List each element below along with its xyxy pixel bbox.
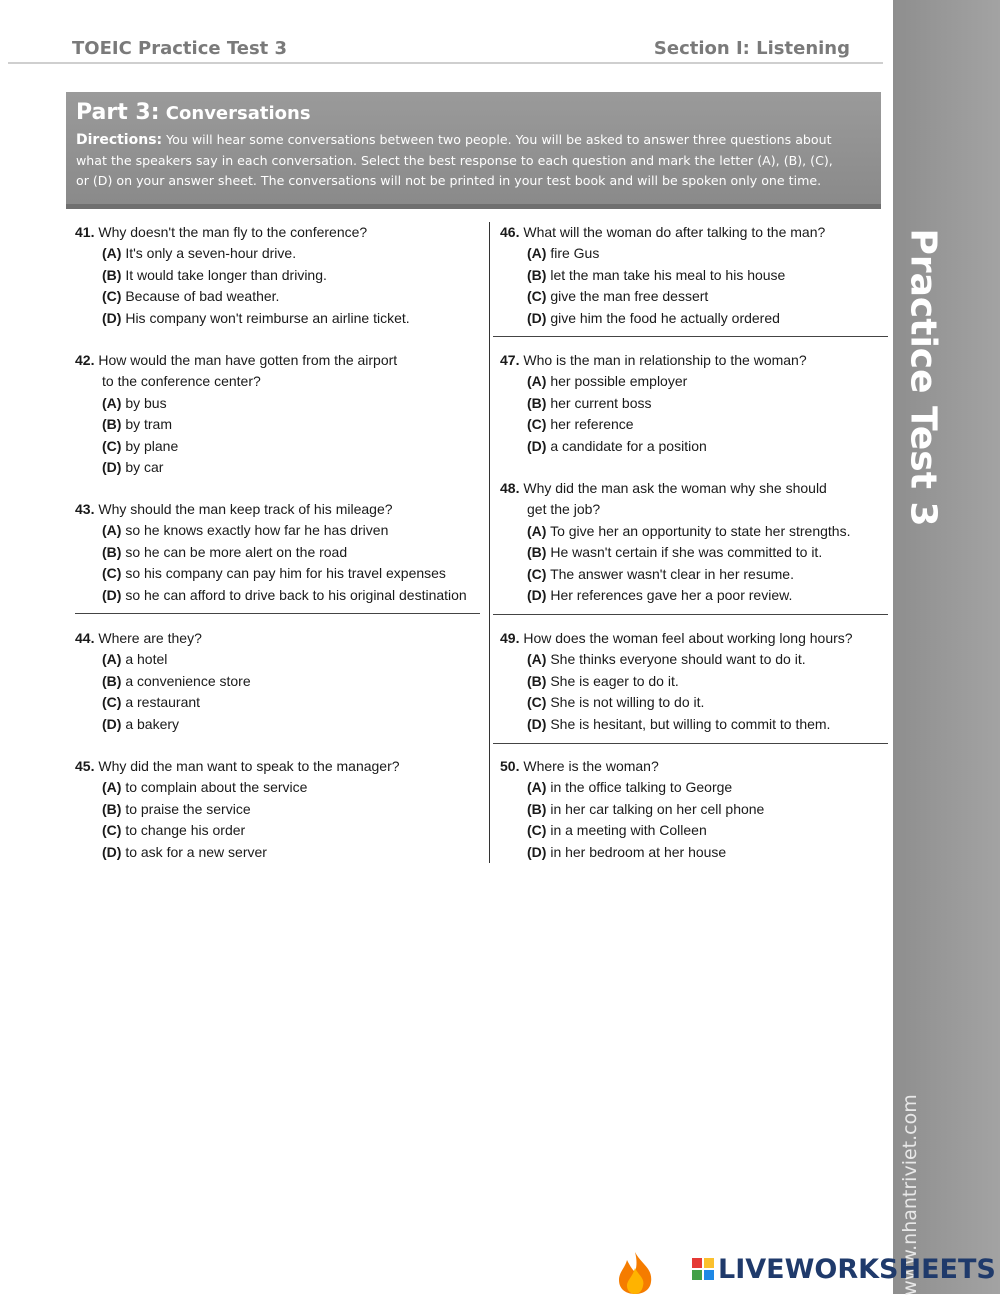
option-text: in her car talking on her cell phone — [550, 800, 765, 817]
test-title: TOEIC Practice Test 3 — [72, 37, 288, 59]
option-letter: (C) — [527, 822, 547, 839]
option-letter: (B) — [102, 543, 122, 560]
option-text: She is not willing to do it. — [550, 694, 705, 711]
option-text: fire Gus — [550, 245, 600, 262]
option-text: her current boss — [550, 394, 652, 411]
option-letter: (D) — [527, 715, 547, 732]
question-item — [500, 756, 890, 863]
option-text: to change his order — [125, 822, 246, 839]
question-item — [75, 222, 485, 329]
option-letter: (C) — [102, 694, 122, 711]
option-text: She thinks everyone should want to do it. — [550, 651, 806, 668]
option-text: Her references gave her a poor review. — [550, 586, 793, 603]
question-item — [75, 628, 485, 735]
answer-option[interactable] — [75, 243, 485, 264]
option-letter: (D) — [102, 715, 122, 732]
option-text: The answer wasn't clear in her resume. — [550, 565, 794, 582]
option-text: let the man take his meal to his house — [550, 266, 786, 283]
directions-label: Directions: — [76, 132, 163, 148]
option-letter: (A) — [102, 779, 122, 796]
option-text: a hotel — [125, 651, 168, 668]
option-letter: (C) — [527, 565, 547, 582]
option-text: a convenience store — [125, 672, 251, 689]
logo-square — [692, 1258, 702, 1268]
answer-option[interactable] — [500, 799, 890, 820]
question-number: 43. — [75, 501, 95, 517]
question-stem: Where is the woman? — [523, 758, 659, 774]
question-number: 44. — [75, 630, 95, 646]
option-letter: (B) — [102, 416, 122, 433]
option-letter: (D) — [527, 843, 547, 860]
answer-option[interactable] — [500, 265, 890, 286]
answer-option[interactable] — [500, 414, 890, 435]
question-item — [75, 756, 485, 863]
answer-option[interactable] — [500, 692, 890, 713]
answer-option[interactable] — [75, 842, 485, 863]
option-letter: (D) — [527, 586, 547, 603]
option-text: to praise the service — [125, 800, 251, 817]
answer-option[interactable] — [75, 671, 485, 692]
option-letter: (B) — [527, 672, 547, 689]
answer-option[interactable] — [75, 799, 485, 820]
option-text: her reference — [550, 416, 634, 433]
answer-option[interactable] — [500, 436, 890, 457]
question-item — [500, 628, 890, 735]
question-text — [500, 478, 890, 499]
side-tab-title: Practice Test 3 — [902, 227, 944, 527]
option-text: her possible employer — [550, 373, 688, 390]
option-letter: (A) — [527, 651, 547, 668]
answer-option[interactable] — [500, 820, 890, 841]
option-letter: (D) — [102, 458, 122, 475]
option-letter: (D) — [527, 437, 547, 454]
answer-option[interactable] — [75, 308, 485, 329]
answer-option[interactable] — [500, 542, 890, 563]
question-text — [75, 499, 485, 520]
answer-option[interactable] — [75, 820, 485, 841]
option-letter: (B) — [527, 394, 547, 411]
question-stem: Who is the man in relationship to the woman? — [523, 352, 807, 368]
answer-option[interactable] — [500, 243, 890, 264]
option-letter: (C) — [527, 288, 547, 305]
question-number: 49. — [500, 630, 520, 646]
option-letter: (B) — [102, 266, 122, 283]
answer-option[interactable] — [75, 542, 485, 563]
option-text: His company won't reimburse an airline ticket. — [125, 309, 410, 326]
question-text — [500, 350, 890, 371]
answer-option[interactable] — [75, 563, 485, 584]
option-text: To give her an opportunity to state her strengths. — [550, 522, 851, 539]
part-heading — [76, 100, 869, 130]
section-divider — [493, 743, 888, 744]
header-divider — [8, 62, 883, 64]
logo-square — [692, 1270, 702, 1280]
option-letter: (A) — [527, 245, 547, 262]
option-letter: (B) — [527, 800, 547, 817]
answer-option[interactable] — [75, 393, 485, 414]
section-divider — [493, 614, 888, 615]
answer-option[interactable] — [500, 564, 890, 585]
option-letter: (C) — [102, 437, 122, 454]
answer-option[interactable] — [500, 649, 890, 670]
option-letter: (C) — [102, 822, 122, 839]
question-number: 42. — [75, 352, 95, 368]
option-letter: (D) — [102, 586, 122, 603]
option-text: He wasn't certain if she was committed to it. — [550, 544, 823, 561]
option-letter: (B) — [102, 672, 122, 689]
logo-square — [704, 1270, 714, 1280]
answer-option[interactable] — [75, 692, 485, 713]
option-letter: (C) — [102, 288, 122, 305]
option-text: a bakery — [125, 715, 180, 732]
option-letter: (A) — [527, 779, 547, 796]
option-text: so he can afford to drive back to his original destination — [125, 586, 467, 603]
part-title: Conversations — [165, 103, 311, 124]
option-text: It's only a seven-hour drive. — [125, 245, 297, 262]
question-stem: get the job? — [527, 501, 601, 518]
question-text — [75, 222, 485, 243]
logo-mark-icon — [692, 1258, 714, 1280]
answer-option[interactable] — [500, 371, 890, 392]
option-letter: (D) — [527, 309, 547, 326]
answer-option[interactable] — [75, 777, 485, 798]
directions-banner — [66, 92, 881, 209]
question-item — [500, 350, 890, 457]
answer-option[interactable] — [500, 842, 890, 863]
logo-text: LIVEWORKSHEETS — [718, 1253, 996, 1285]
question-stem: Why did the man ask the woman why she should — [523, 480, 827, 496]
question-item — [75, 350, 485, 478]
column-divider — [489, 222, 490, 863]
option-letter: (A) — [102, 651, 122, 668]
option-text: to ask for a new server — [125, 843, 267, 860]
directions-text — [76, 130, 869, 192]
option-text: in her bedroom at her house — [550, 843, 727, 860]
option-text: to complain about the service — [125, 779, 308, 796]
option-letter: (C) — [527, 416, 547, 433]
answer-option[interactable] — [75, 457, 485, 478]
question-text — [500, 756, 890, 777]
option-text: a restaurant — [125, 694, 201, 711]
question-text — [75, 350, 485, 371]
answer-option[interactable] — [75, 436, 485, 457]
answer-option[interactable] — [500, 585, 890, 606]
option-text: by tram — [125, 416, 173, 433]
question-text — [75, 756, 485, 777]
answer-option[interactable] — [500, 286, 890, 307]
logo-square — [704, 1258, 714, 1268]
question-item — [75, 499, 485, 606]
liveworksheets-logo — [692, 1253, 996, 1285]
question-number: 46. — [500, 224, 520, 240]
question-number: 45. — [75, 758, 95, 774]
option-letter: (C) — [102, 565, 122, 582]
part-number: Part 3: — [76, 100, 160, 125]
option-text: It would take longer than driving. — [125, 266, 327, 283]
option-letter: (A) — [527, 522, 547, 539]
question-stem: What will the woman do after talking to the man? — [523, 224, 826, 240]
question-number: 48. — [500, 480, 520, 496]
answer-option[interactable] — [500, 777, 890, 798]
option-text: in a meeting with Colleen — [550, 822, 707, 839]
option-text: so he can be more alert on the road — [125, 543, 348, 560]
option-letter: (D) — [102, 309, 122, 326]
directions-line: or (D) on your answer sheet. The conversations will not be printed in your test book and will be spoken only one time. — [76, 173, 822, 188]
side-tab-url: www.nhantriviet.com — [899, 1094, 922, 1296]
directions-line: what the speakers say in each conversation. Select the best response to each question and mark the letter (A), (B), (C), — [76, 152, 833, 168]
question-stem: to the conference center? — [102, 373, 261, 390]
question-number: 41. — [75, 224, 95, 240]
question-stem: Why should the man keep track of his mileage? — [98, 501, 393, 517]
answer-option[interactable] — [75, 414, 485, 435]
section-divider — [493, 336, 888, 337]
option-text: so he knows exactly how far he has driven — [125, 522, 389, 539]
answer-option[interactable] — [500, 671, 890, 692]
question-text — [75, 371, 485, 392]
answer-option[interactable] — [500, 521, 890, 542]
question-stem: Where are they? — [98, 630, 202, 646]
option-letter: (A) — [102, 522, 122, 539]
option-text: a candidate for a position — [550, 437, 707, 454]
answer-option[interactable] — [75, 265, 485, 286]
option-text: give him the food he actually ordered — [550, 309, 780, 326]
question-stem: Why doesn't the man fly to the conference? — [98, 224, 368, 240]
option-text: by plane — [125, 437, 179, 454]
directions-line: You will hear some conversations between two people. You will be asked to answer three questions about — [166, 132, 832, 147]
answer-option[interactable] — [75, 585, 485, 606]
section-title: Section I: Listening — [653, 37, 850, 59]
answer-option[interactable] — [500, 308, 890, 329]
option-text: so his company can pay him for his travel expenses — [125, 565, 446, 582]
option-text: She is eager to do it. — [550, 672, 679, 689]
answer-option[interactable] — [75, 286, 485, 307]
option-letter: (A) — [527, 373, 547, 390]
question-stem: How does the woman feel about working long hours? — [523, 630, 853, 646]
option-text: She is hesitant, but willing to commit to them. — [550, 715, 831, 732]
answer-option[interactable] — [500, 714, 890, 735]
question-number: 50. — [500, 758, 520, 774]
option-letter: (B) — [527, 266, 547, 283]
option-letter: (C) — [527, 694, 547, 711]
question-number: 47. — [500, 352, 520, 368]
page-header — [72, 34, 850, 62]
answer-option[interactable] — [75, 520, 485, 541]
question-stem: Why did the man want to speak to the manager? — [98, 758, 400, 774]
option-text: in the office talking to George — [550, 779, 733, 796]
answer-option[interactable] — [500, 393, 890, 414]
section-divider — [75, 613, 480, 614]
answer-option[interactable] — [75, 649, 485, 670]
answer-option[interactable] — [75, 714, 485, 735]
question-stem: How would the man have gotten from the airport — [98, 352, 398, 368]
option-text: by car — [125, 458, 164, 475]
flame-icon — [605, 1250, 665, 1294]
question-text — [500, 628, 890, 649]
option-letter: (D) — [102, 843, 122, 860]
question-item — [500, 222, 890, 329]
option-text: give the man free dessert — [550, 288, 709, 305]
option-letter: (A) — [102, 394, 122, 411]
option-letter: (B) — [527, 544, 547, 561]
option-letter: (B) — [102, 800, 122, 817]
option-letter: (A) — [102, 245, 122, 262]
question-text — [500, 499, 890, 520]
question-text — [75, 628, 485, 649]
question-item — [500, 478, 890, 606]
question-text — [500, 222, 890, 243]
option-text: by bus — [125, 394, 167, 411]
option-text: Because of bad weather. — [125, 288, 280, 305]
